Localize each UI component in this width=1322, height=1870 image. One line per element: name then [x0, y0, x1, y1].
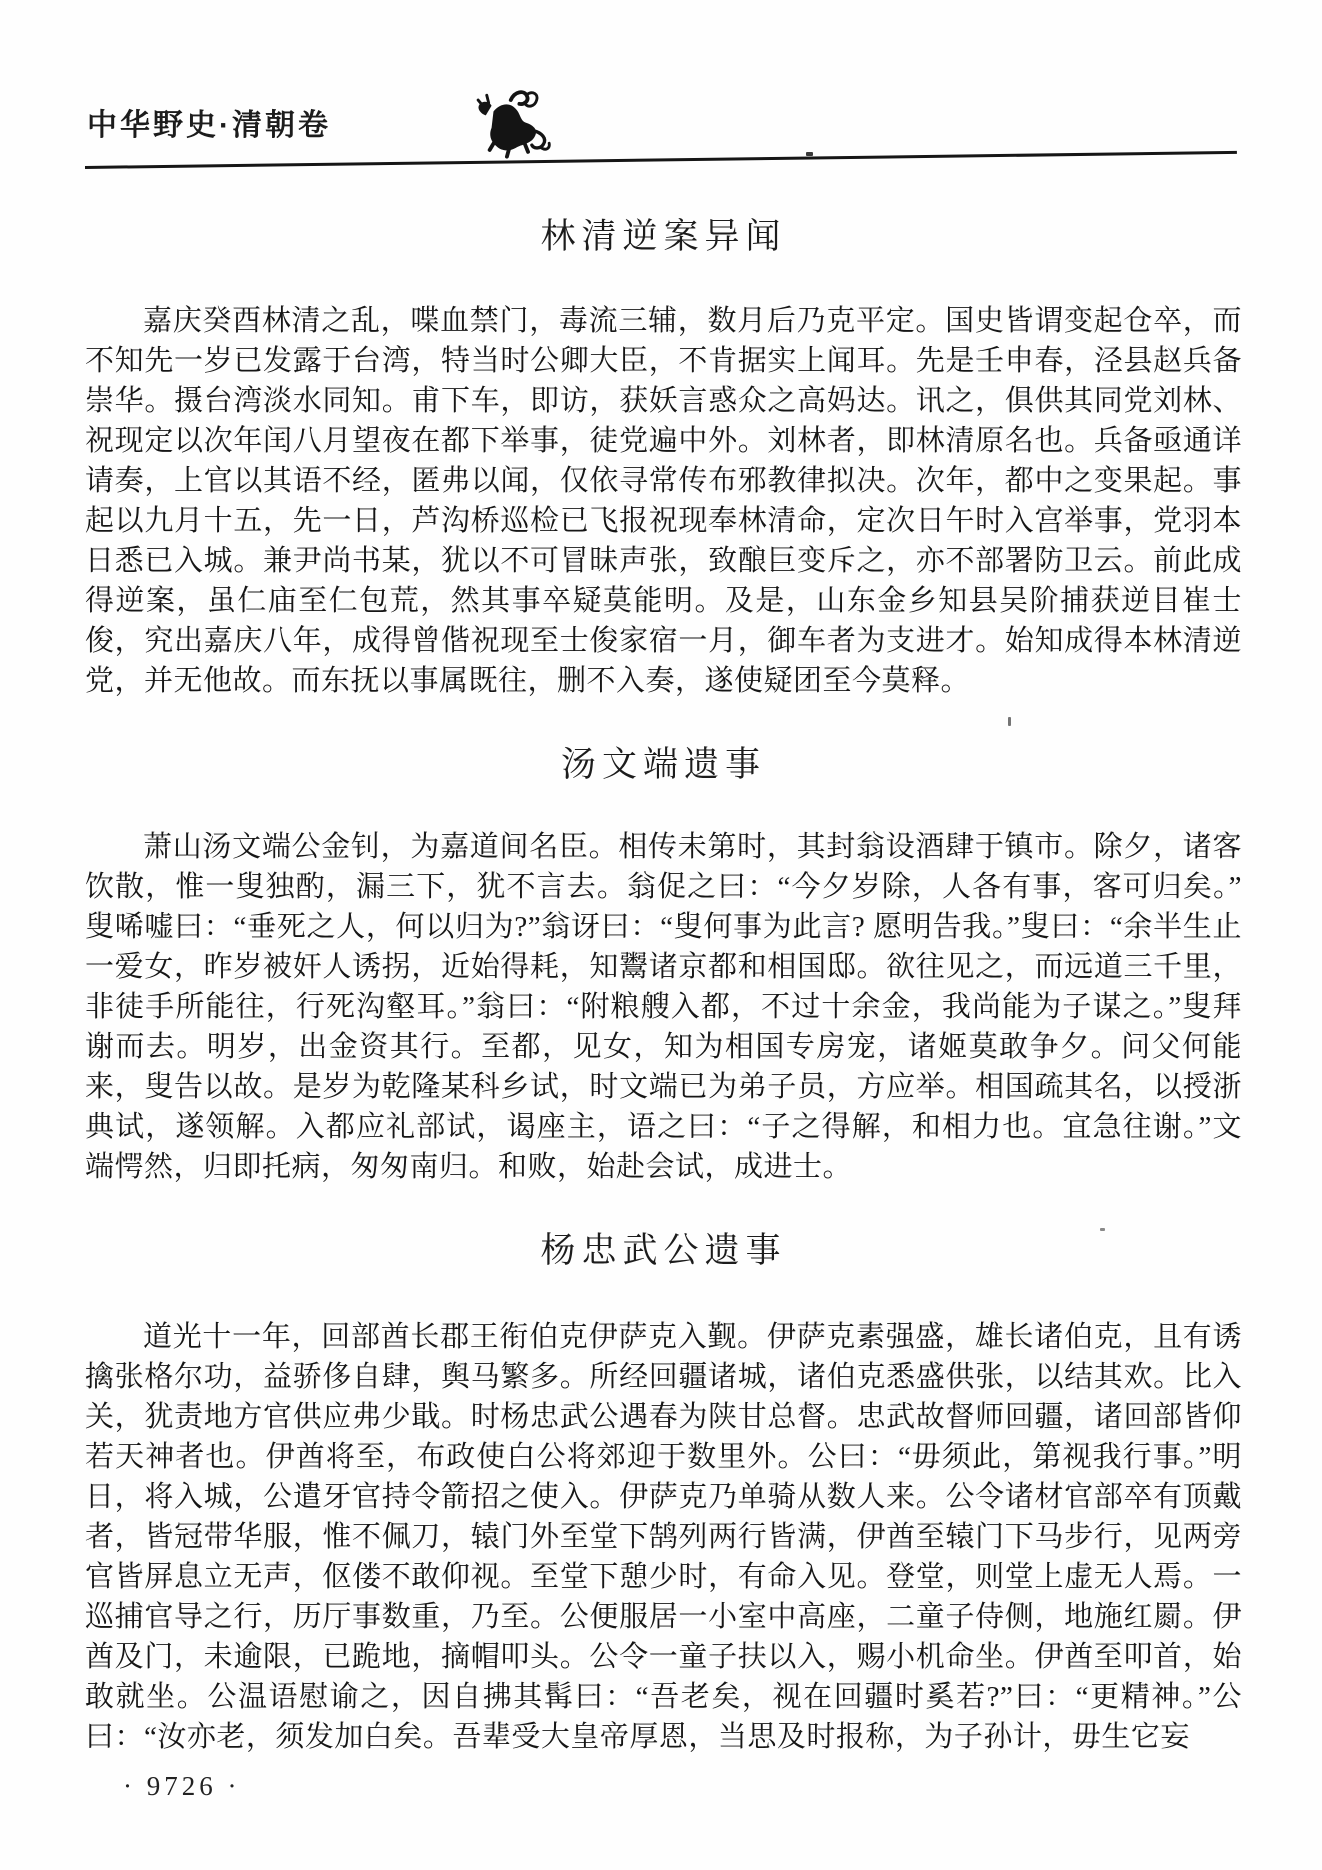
section-body-text: 嘉庆癸酉林清之乱，喋血禁门，毒流三辅，数月后乃克平定。国史皆谓变起仓卒，而不知先一岁已发露于台湾，特当时公卿大臣，不肯据实上闻耳。先是壬申春，泾县赵兵备崇华。摄台湾淡水同知。甫下车，即访，获妖言惑众之高妈达。讯之，俱供其同党刘林、祝现定以次年闰八月望夜在都下举事，徒党遍中外。刘林者，即林清原名也。兵备亟通详请奏，上官以其语不经，匿弗以闻，仅依寻常传布邪教律拟决。次年，都中之变果起。事起以九月十五，先一日，芦沟桥巡检已飞报祝现奉林清命，定次日午时入宫举事，党羽本日悉已入城。兼尹尚书某，犹以不可冒昧声张，致酿巨变斥之，亦不部署防卫云。前此成得逆案，虽仁庙至仁包荒，然其事卒疑莫能明。及是，山东金乡知县吴阶捕获逆目崔士俊，究出嘉庆八年，成得曾偕祝现至士俊家宿一月，御车者为支进才。始知成得本林清逆党，并无他故。而东抚以事属既往，删不入奏，遂使疑团至今莫释。 — [85, 305, 1242, 697]
page-header — [85, 92, 1242, 169]
section-title: 杨忠武公遗事 — [540, 1231, 787, 1270]
page-number: · 9726 · — [123, 1771, 241, 1801]
section-yang-zhongwu — [85, 1223, 1242, 1757]
book-title: 中华野史·清朝卷 — [87, 109, 331, 142]
scan-speck — [1100, 1228, 1105, 1231]
header-row — [85, 92, 1242, 162]
section-linqing-case — [85, 209, 1242, 701]
page-body — [85, 209, 1242, 1757]
dragon-ornament-icon — [457, 86, 553, 164]
page-footer — [85, 1771, 1242, 1802]
section-title: 林清逆案异闻 — [540, 217, 787, 256]
section-body-text: 萧山汤文端公金钊，为嘉道间名臣。相传未第时，其封翁设酒肆于镇市。除夕，诸客饮散，惟一叟独酌，漏三下，犹不言去。翁促之曰：“今夕岁除，人各有事，客可归矣。”叟唏嘘曰：“垂死之人，何以归为?”翁讶曰：“叟何事为此言? 愿明告我。”叟曰：“余半生止一爱女，昨岁被奸人诱拐，近始得耗，知鬻诸京都和相国邸。欲往见之，而远道三千里，非徒手所能往，行死沟壑耳。”翁曰：“附粮艘入都，不过十余金，我尚能为子谋之。”叟拜谢而去。明岁，出金资其行。至都，见女，知为相国专房宠，诸姬莫敢争夕。问父何能来，叟告以故。是岁为乾隆某科乡试，时文端已为弟子员，方应举。相国疏其名，以授浙典试，遂领解。入都应礼部试，谒座主，语之曰：“子之得解，和相力也。宜急往谢。”文端愕然，归即托病，匆匆南归。和败，始赴会试，成进士。 — [85, 831, 1242, 1183]
section-title: 汤文端遗事 — [560, 745, 766, 784]
section-body-text: 道光十一年，回部酋长郡王衔伯克伊萨克入觐。伊萨克素强盛，雄长诸伯克，且有诱擒张格尔功，益骄侈自肆，舆马繁多。所经回疆诸城，诸伯克悉盛供张，以结其欢。比入关，犹责地方官供应弗少戢。时杨忠武公遇春为陕甘总督。忠武故督师回疆，诸回部皆仰若天神者也。伊酋将至，布政使白公将郊迎于数里外。公曰：“毋须此，第视我行事。”明日，将入城，公遣牙官持令箭招之使入。伊萨克乃单骑从数人来。公令诸材官部卒有顶戴者，皆冠带华服，惟不佩刀，辕门外至堂下鹄列两行皆满，伊酋至辕门下马步行，见两旁官皆屏息立无声，伛偻不敢仰视。至堂下憩少时，有命入见。登堂，则堂上虚无人焉。一巡捕官导之行，历厅事数重，乃至。公便服居一小室中高座，二童子侍侧，地施红罽。伊酋及门，未逾限，已跪地，摘帽叩头。公令一童子扶以入，赐小机命坐。伊酋至叩首，始敢就坐。公温语慰谕之，因自拂其髯曰：“吾老矣，视在回疆时奚若?”曰：“更精神。”公曰：“汝亦老，须发加白矣。吾辈受大皇帝厚恩，当思及时报称，为子孙计，毋生它妄 — [85, 1321, 1242, 1753]
section-tang-wenduan — [85, 737, 1242, 1187]
scan-speck — [1008, 717, 1011, 726]
scan-speck — [806, 152, 813, 156]
